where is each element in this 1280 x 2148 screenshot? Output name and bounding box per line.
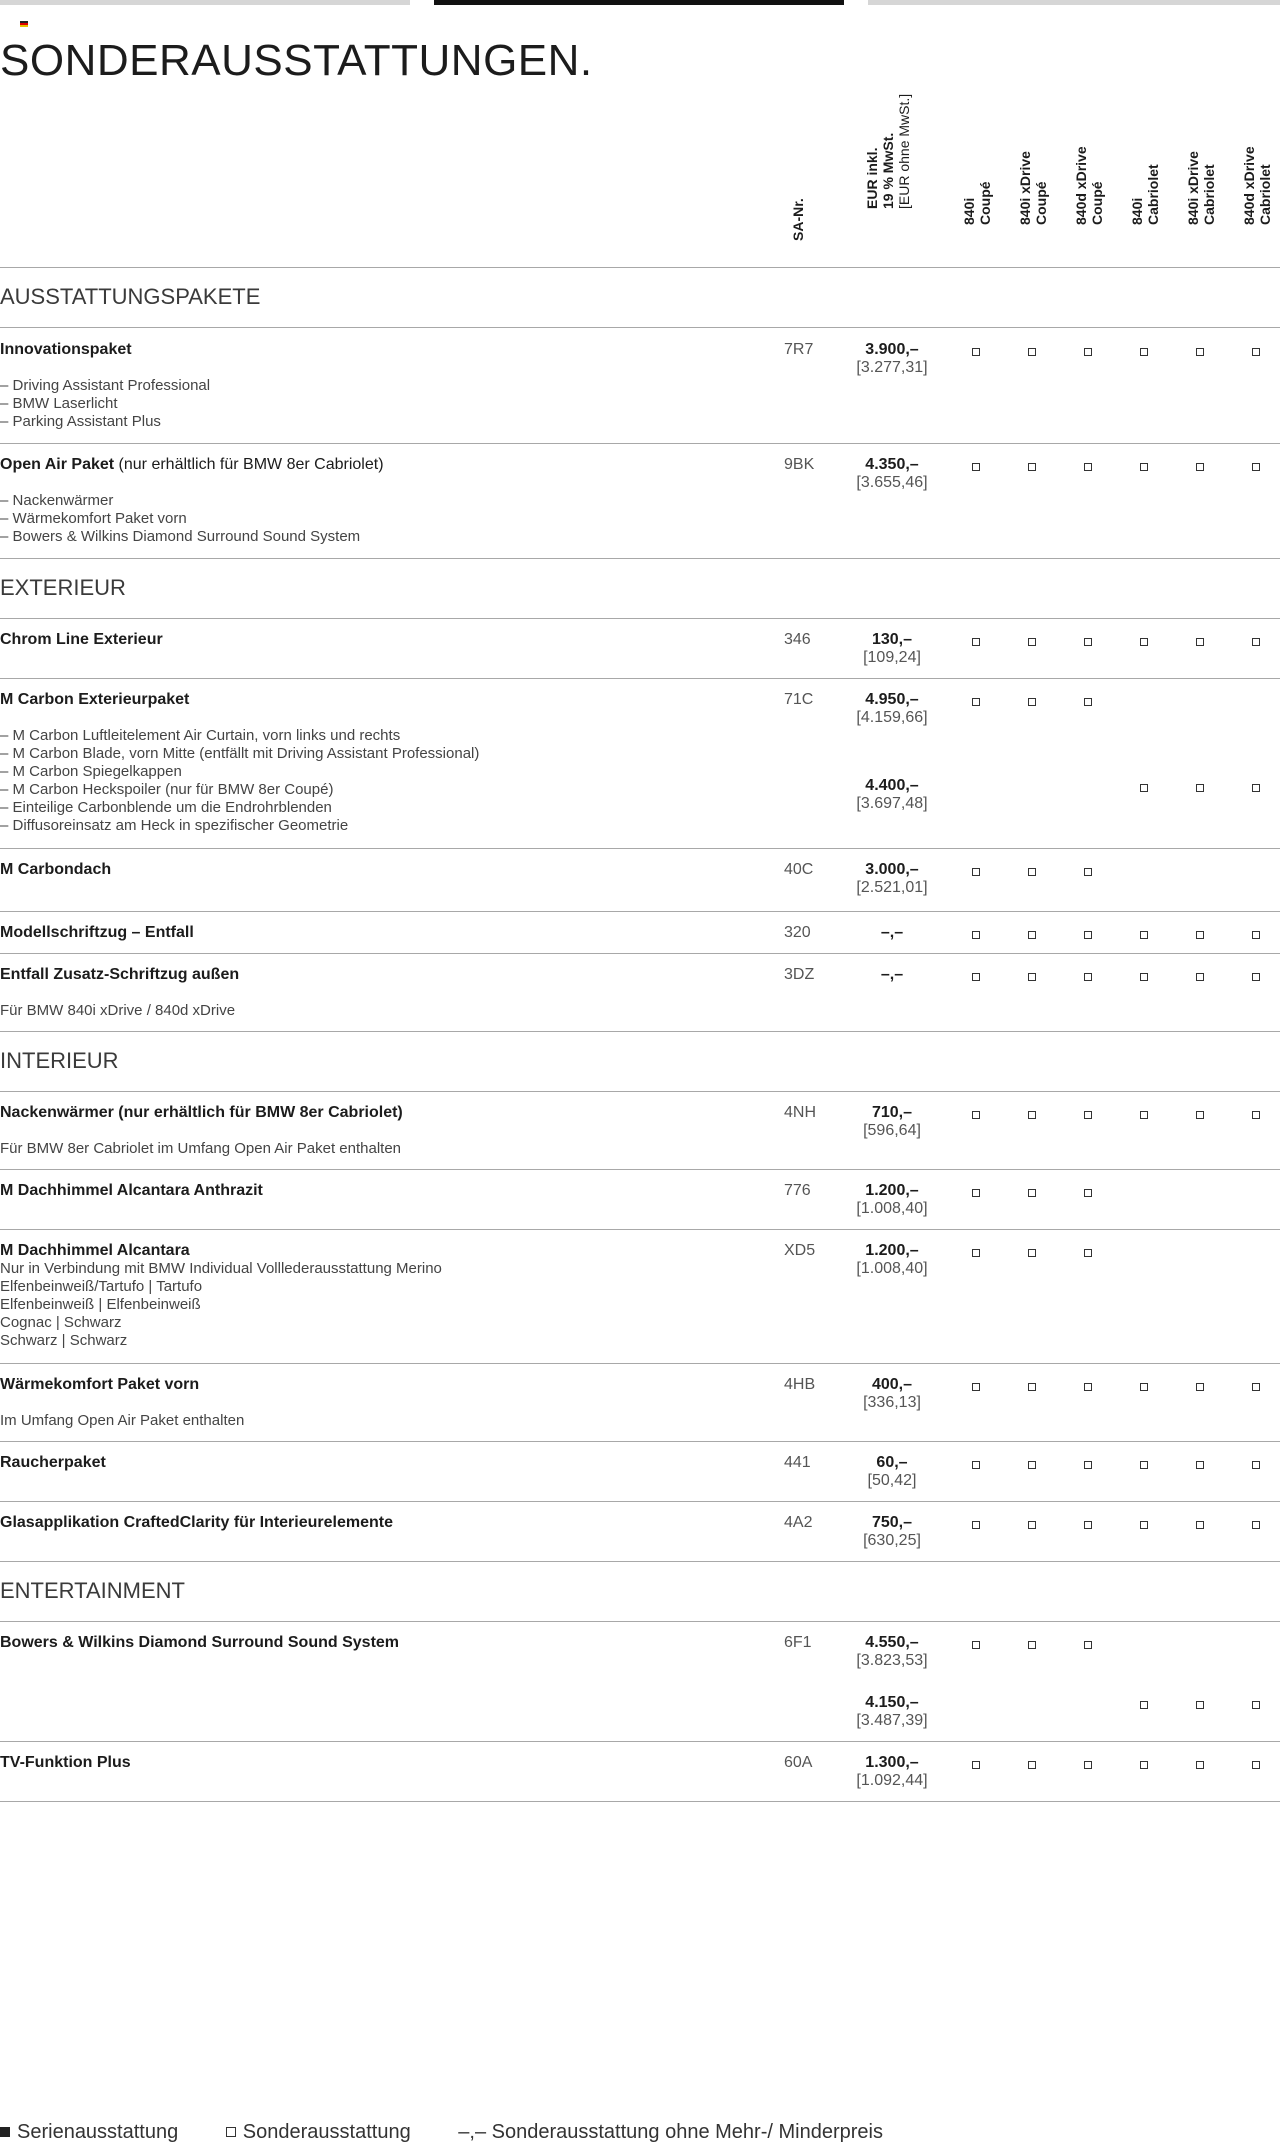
header-sa-nr: SA-Nr. <box>790 198 806 241</box>
sonderausstattung-checkbox-icon <box>1196 1761 1204 1769</box>
sonderausstattung-checkbox-icon <box>972 698 980 706</box>
option-price: 1.200,– [1.008,40] <box>856 1182 928 1217</box>
option-price: 1.200,– [1.008,40] <box>856 1242 928 1277</box>
sonderausstattung-checkbox-icon <box>1196 931 1204 939</box>
divider <box>0 1501 1280 1502</box>
sonderausstattung-checkbox-icon <box>1084 1641 1092 1649</box>
divider <box>0 1801 1280 1802</box>
sonderausstattung-checkbox-icon <box>1140 1461 1148 1469</box>
option-price: 3.000,– [2.521,01] <box>856 861 928 896</box>
availability-marks <box>0 1186 1280 1200</box>
sonderausstattung-checkbox-icon <box>1084 868 1092 876</box>
availability-marks <box>0 1108 1280 1122</box>
language-flag-icon[interactable] <box>20 21 28 27</box>
sonderausstattung-checkbox-icon <box>1028 1521 1036 1529</box>
section-heading-entertainment: ENTERTAINMENT <box>0 1578 185 1603</box>
sonderausstattung-checkbox-icon <box>1140 973 1148 981</box>
sonderausstattung-checkbox-icon <box>1084 1383 1092 1391</box>
option-price: 130,– [109,24] <box>863 631 921 666</box>
option-price: –,– <box>880 966 904 983</box>
sonderausstattung-checkbox-icon <box>1084 1461 1092 1469</box>
sonderausstattung-checkbox-icon <box>972 348 980 356</box>
option-name: TV-Funktion Plus <box>0 1754 131 1771</box>
option-name: Entfall Zusatz-Schriftzug außen <box>0 966 240 983</box>
option-price: 750,– [630,25] <box>863 1514 921 1549</box>
availability-marks <box>0 1698 1280 1712</box>
sonderausstattung-checkbox-icon <box>1028 868 1036 876</box>
availability-marks <box>0 1638 1280 1652</box>
option-price: 710,– [596,64] <box>863 1104 921 1139</box>
sonderausstattung-checkbox-icon <box>1084 1249 1092 1257</box>
sonderausstattung-checkbox-icon <box>972 1249 980 1257</box>
availability-marks <box>0 1380 1280 1394</box>
option-details: Nur in Verbindung mit BMW Individual Volllederausstattung Merino Elfenbeinweiß/Tartufo | Tartufo Elfenbeinweiß | Elfenbeinweiß Cognac | Schwarz Schwarz | Schwarz <box>0 1260 442 1349</box>
availability-marks <box>0 460 1280 474</box>
option-name: Glasapplikation CraftedClarity für Interieurelemente <box>0 1514 393 1531</box>
filled-square-icon <box>0 2127 10 2137</box>
option-price: 4.350,– [3.655,46] <box>856 456 928 491</box>
sonderausstattung-checkbox-icon <box>972 1761 980 1769</box>
header-model-840i-cabriolet: 840i Cabriolet <box>1129 164 1161 225</box>
sonderausstattung-checkbox-icon <box>1140 1111 1148 1119</box>
divider <box>0 1229 1280 1230</box>
option-subtext: Im Umfang Open Air Paket enthalten <box>0 1412 245 1429</box>
option-code: 6F1 <box>784 1634 812 1651</box>
tab-indicator-3[interactable] <box>868 0 1280 5</box>
option-subtext: Für BMW 8er Cabriolet im Umfang Open Air Paket enthalten <box>0 1140 402 1157</box>
sonderausstattung-checkbox-icon <box>972 463 980 471</box>
option-code: 7R7 <box>784 341 814 358</box>
option-details: – Nackenwärmer – Wärmekomfort Paket vorn – Bowers & Wilkins Diamond Surround Sound System <box>0 492 360 546</box>
sonderausstattung-checkbox-icon <box>1252 784 1260 792</box>
section-heading-ausstattungspakete: AUSSTATTUNGSPAKETE <box>0 284 261 309</box>
legend <box>0 2121 925 2144</box>
option-code: 40C <box>784 861 814 878</box>
sonderausstattung-checkbox-icon <box>1140 931 1148 939</box>
option-name: Chrom Line Exterieur <box>0 631 163 648</box>
sonderausstattung-checkbox-icon <box>1252 1701 1260 1709</box>
availability-marks <box>0 928 1280 942</box>
option-price: –,– <box>880 924 904 941</box>
sonderausstattung-checkbox-icon <box>972 931 980 939</box>
divider <box>0 1621 1280 1622</box>
sonderausstattung-checkbox-icon <box>972 638 980 646</box>
divider <box>0 1169 1280 1170</box>
sonderausstattung-checkbox-icon <box>1028 698 1036 706</box>
sonderausstattung-checkbox-icon <box>1028 1249 1036 1257</box>
header-model-840i-xdrive-cabriolet: 840i xDrive Cabriolet <box>1185 151 1217 225</box>
divider <box>0 1091 1280 1092</box>
option-price-cabriolet: 4.400,– [3.697,48] <box>856 777 928 812</box>
option-code: 441 <box>784 1454 811 1471</box>
availability-marks <box>0 970 1280 984</box>
sonderausstattung-checkbox-icon <box>1084 1761 1092 1769</box>
sonderausstattung-checkbox-icon <box>1252 1383 1260 1391</box>
option-code: 4NH <box>784 1104 817 1121</box>
sonderausstattung-checkbox-icon <box>1084 348 1092 356</box>
sonderausstattung-checkbox-icon <box>1028 463 1036 471</box>
sonderausstattung-checkbox-icon <box>1252 973 1260 981</box>
sonderausstattung-checkbox-icon <box>1140 463 1148 471</box>
sonderausstattung-checkbox-icon <box>972 1189 980 1197</box>
sonderausstattung-checkbox-icon <box>1196 638 1204 646</box>
availability-marks <box>0 781 1280 795</box>
sonderausstattung-checkbox-icon <box>972 1521 980 1529</box>
option-name: Nackenwärmer (nur erhältlich für BMW 8er Cabriolet) <box>0 1104 403 1121</box>
divider <box>0 267 1280 268</box>
option-details: – Driving Assistant Professional – BMW Laserlicht – Parking Assistant Plus <box>0 377 210 431</box>
sonderausstattung-checkbox-icon <box>1140 1383 1148 1391</box>
option-code: XD5 <box>784 1242 816 1259</box>
option-code: 776 <box>784 1182 811 1199</box>
sonderausstattung-checkbox-icon <box>1140 784 1148 792</box>
sonderausstattung-checkbox-icon <box>972 973 980 981</box>
header-eur: EUR inkl. 19 % MwSt. [EUR ohne MwSt.] <box>864 93 912 209</box>
divider <box>0 911 1280 912</box>
legend-serienausstattung: Serienausstattung <box>0 2121 178 2143</box>
sonderausstattung-checkbox-icon <box>1028 931 1036 939</box>
sonderausstattung-checkbox-icon <box>1084 931 1092 939</box>
sonderausstattung-checkbox-icon <box>1196 973 1204 981</box>
sonderausstattung-checkbox-icon <box>1252 638 1260 646</box>
sonderausstattung-checkbox-icon <box>1084 698 1092 706</box>
sonderausstattung-checkbox-icon <box>1252 463 1260 471</box>
header-model-840i-xdrive-coupe: 840i xDrive Coupé <box>1017 151 1049 225</box>
page-title: SONDERAUSSTATTUNGEN. <box>0 36 593 85</box>
sonderausstattung-checkbox-icon <box>1028 348 1036 356</box>
sonderausstattung-checkbox-icon <box>1028 1641 1036 1649</box>
sonderausstattung-checkbox-icon <box>1196 1521 1204 1529</box>
option-name: Innovationspaket <box>0 341 132 358</box>
sonderausstattung-checkbox-icon <box>1196 1701 1204 1709</box>
sonderausstattung-checkbox-icon <box>1252 1461 1260 1469</box>
sonderausstattung-checkbox-icon <box>1196 784 1204 792</box>
open-square-icon <box>226 2127 236 2137</box>
divider <box>0 558 1280 559</box>
sonderausstattung-checkbox-icon <box>1084 463 1092 471</box>
header-model-840i-coupe: 840i Coupé <box>961 181 993 225</box>
sonderausstattung-checkbox-icon <box>972 1461 980 1469</box>
option-subtext: Für BMW 840i xDrive / 840d xDrive <box>0 1002 236 1019</box>
legend-ohne-preis: –,– Sonderausstattung ohne Mehr-/ Minderpreis <box>458 2121 883 2143</box>
sonderausstattung-checkbox-icon <box>1028 1189 1036 1197</box>
sonderausstattung-checkbox-icon <box>1028 638 1036 646</box>
sonderausstattung-checkbox-icon <box>1084 1111 1092 1119</box>
legend-sonderausstattung: Sonderausstattung <box>226 2121 411 2143</box>
divider <box>0 1441 1280 1442</box>
option-price-cabriolet: 4.150,– [3.487,39] <box>856 1694 928 1729</box>
header-model-840d-xdrive-coupe: 840d xDrive Coupé <box>1073 146 1105 225</box>
option-price: 4.550,– [3.823,53] <box>856 1634 928 1669</box>
option-code: 60A <box>784 1754 813 1771</box>
availability-marks <box>0 695 1280 709</box>
availability-marks <box>0 345 1280 359</box>
option-name: Wärmekomfort Paket vorn <box>0 1376 200 1393</box>
option-code: 320 <box>784 924 811 941</box>
divider <box>0 1031 1280 1032</box>
tab-indicator-2-active[interactable] <box>434 0 844 5</box>
sonderausstattung-checkbox-icon <box>1140 348 1148 356</box>
sonderausstattung-checkbox-icon <box>1252 1761 1260 1769</box>
header-model-840d-xdrive-cabriolet: 840d xDrive Cabriolet <box>1241 146 1273 225</box>
sonderausstattung-checkbox-icon <box>1028 1383 1036 1391</box>
divider <box>0 1741 1280 1742</box>
availability-marks <box>0 1758 1280 1772</box>
option-price: 3.900,– [3.277,31] <box>856 341 928 376</box>
sonderausstattung-checkbox-icon <box>972 1111 980 1119</box>
option-price: 400,– [336,13] <box>863 1376 921 1411</box>
option-code: 71C <box>784 691 814 708</box>
sonderausstattung-checkbox-icon <box>1028 1111 1036 1119</box>
option-name: Modellschriftzug – Entfall <box>0 924 194 941</box>
sonderausstattung-checkbox-icon <box>1084 638 1092 646</box>
sonderausstattung-checkbox-icon <box>1196 463 1204 471</box>
tab-indicator-1[interactable] <box>0 0 410 5</box>
option-code: 4HB <box>784 1376 816 1393</box>
availability-marks <box>0 635 1280 649</box>
sonderausstattung-checkbox-icon <box>1084 1521 1092 1529</box>
divider <box>0 618 1280 619</box>
sonderausstattung-checkbox-icon <box>1140 1701 1148 1709</box>
sonderausstattung-checkbox-icon <box>1028 1461 1036 1469</box>
divider <box>0 1363 1280 1364</box>
sonderausstattung-checkbox-icon <box>1084 1189 1092 1197</box>
column-headers <box>0 93 1280 265</box>
availability-marks <box>0 1458 1280 1472</box>
sonderausstattung-checkbox-icon <box>1084 973 1092 981</box>
sonderausstattung-checkbox-icon <box>1028 1761 1036 1769</box>
sonderausstattung-checkbox-icon <box>1252 348 1260 356</box>
divider <box>0 1561 1280 1562</box>
sonderausstattung-checkbox-icon <box>972 868 980 876</box>
sonderausstattung-checkbox-icon <box>1252 1521 1260 1529</box>
sonderausstattung-checkbox-icon <box>1028 973 1036 981</box>
option-code: 9BK <box>784 456 815 473</box>
option-code: 3DZ <box>784 966 815 983</box>
sonderausstattung-checkbox-icon <box>1196 1111 1204 1119</box>
availability-marks <box>0 865 1280 879</box>
option-details: – M Carbon Luftleitelement Air Curtain, vorn links und rechts – M Carbon Blade, vorn Mitte (entfällt mit Driving Assistant Professional) – M Carbon Spiegelkappen – M Carbon Heckspoiler (nur für BMW 8er Coupé) – Einteilige Carbonblende um die Endrohrblenden – Diffusoreinsatz am Heck in spezifischer Geometrie <box>0 727 479 835</box>
option-name: M Dachhimmel Alcantara <box>0 1242 190 1259</box>
availability-marks <box>0 1246 1280 1260</box>
option-name: M Carbondach <box>0 861 112 878</box>
option-price: 4.950,– [4.159,66] <box>856 691 928 726</box>
option-name: Open Air Paket (nur erhältlich für BMW 8er Cabriolet) <box>0 456 384 473</box>
sonderausstattung-checkbox-icon <box>1252 931 1260 939</box>
option-price: 60,– [50,42] <box>867 1454 917 1489</box>
option-code: 346 <box>784 631 811 648</box>
sonderausstattung-checkbox-icon <box>1196 1383 1204 1391</box>
option-code: 4A2 <box>784 1514 813 1531</box>
option-name: Bowers & Wilkins Diamond Surround Sound System <box>0 1634 400 1651</box>
divider <box>0 953 1280 954</box>
sonderausstattung-checkbox-icon <box>1140 1521 1148 1529</box>
section-heading-interieur: INTERIEUR <box>0 1048 119 1073</box>
sonderausstattung-checkbox-icon <box>1140 638 1148 646</box>
sonderausstattung-checkbox-icon <box>1196 1461 1204 1469</box>
section-heading-exterieur: EXTERIEUR <box>0 575 126 600</box>
divider <box>0 443 1280 444</box>
option-name: M Carbon Exterieurpaket <box>0 691 190 708</box>
option-price: 1.300,– [1.092,44] <box>856 1754 928 1789</box>
sonderausstattung-checkbox-icon <box>1140 1761 1148 1769</box>
sonderausstattung-checkbox-icon <box>972 1383 980 1391</box>
sonderausstattung-checkbox-icon <box>1252 1111 1260 1119</box>
sonderausstattung-checkbox-icon <box>1196 348 1204 356</box>
option-name: M Dachhimmel Alcantara Anthrazit <box>0 1182 263 1199</box>
option-name: Raucherpaket <box>0 1454 106 1471</box>
divider <box>0 678 1280 679</box>
sonderausstattung-checkbox-icon <box>972 1641 980 1649</box>
divider <box>0 848 1280 849</box>
availability-marks <box>0 1518 1280 1532</box>
divider <box>0 327 1280 328</box>
